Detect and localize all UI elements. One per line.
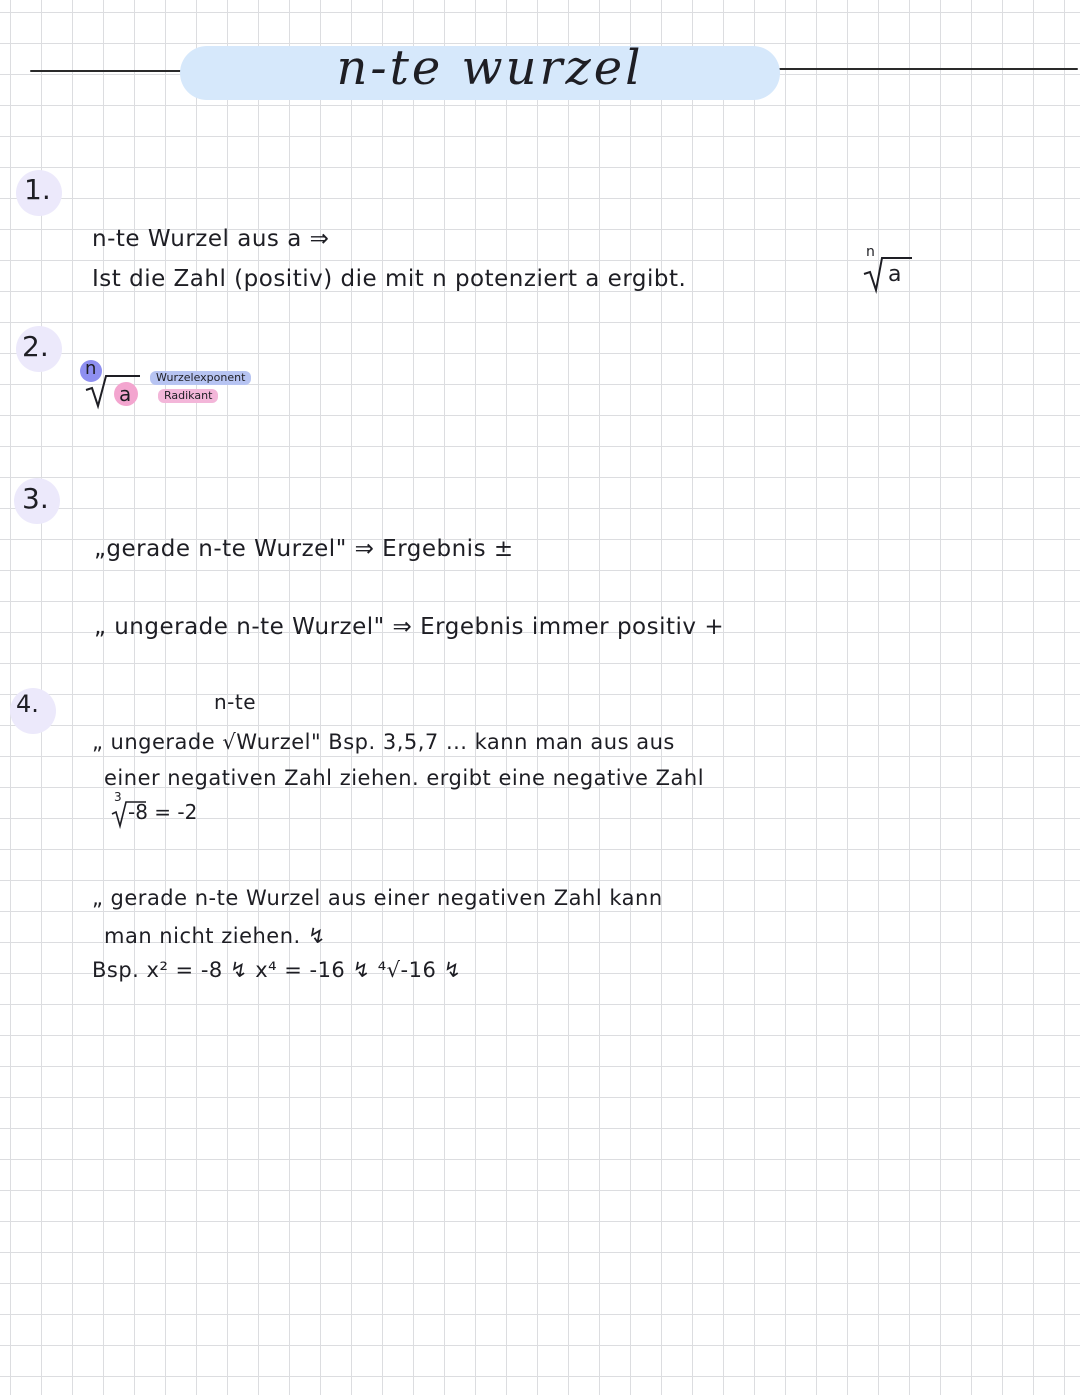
wurzelexponent-label: Wurzelexponent [150, 371, 251, 385]
header-rule-left [30, 70, 200, 72]
radikant-label: Radikant [158, 389, 218, 403]
definition-line-1: n-te Wurzel aus a ⇒ [92, 226, 330, 252]
labeled-root-index: n [85, 358, 97, 379]
nth-root-symbol [862, 244, 914, 294]
even-root-negative-line-2: man nicht ziehen. ↯ [104, 924, 326, 948]
section-1-number: 1. [24, 173, 51, 206]
section-3-number: 3. [22, 482, 49, 515]
nte-superscript: n-te [214, 690, 257, 714]
section-2-number: 2. [22, 330, 49, 363]
even-root-examples: Bsp. x² = -8 ↯ x⁴ = -16 ↯ ⁴√-16 ↯ [92, 958, 462, 982]
cube-root-expression: -8 = -2 [128, 800, 198, 824]
even-root-rule: „gerade n-te Wurzel" ⇒ Ergebnis ± [94, 536, 514, 562]
nth-root-radicand: a [888, 262, 902, 287]
cube-root-index: 3 [114, 790, 122, 804]
odd-root-rule: „ ungerade n-te Wurzel" ⇒ Ergebnis immer positiv + [94, 614, 725, 640]
odd-root-negative-line-2: einer negativen Zahl ziehen. ergibt eine negative Zahl [104, 766, 705, 790]
header-rule-right [760, 68, 1078, 70]
odd-root-negative-line-1: „ ungerade √Wurzel" Bsp. 3,5,7 ... kann man aus aus [92, 730, 675, 754]
nth-root-index: n [866, 244, 875, 260]
page-title: n-te wurzel [336, 40, 644, 96]
definition-line-2: Ist die Zahl (positiv) die mit n potenziert a ergibt. [92, 266, 687, 292]
labeled-root-symbol [80, 360, 144, 410]
even-root-negative-line-1: „ gerade n-te Wurzel aus einer negativen Zahl kann [92, 886, 663, 910]
labeled-root-radicand: a [119, 382, 132, 406]
section-4-number: 4. [16, 690, 39, 718]
cube-root-example [110, 790, 240, 830]
